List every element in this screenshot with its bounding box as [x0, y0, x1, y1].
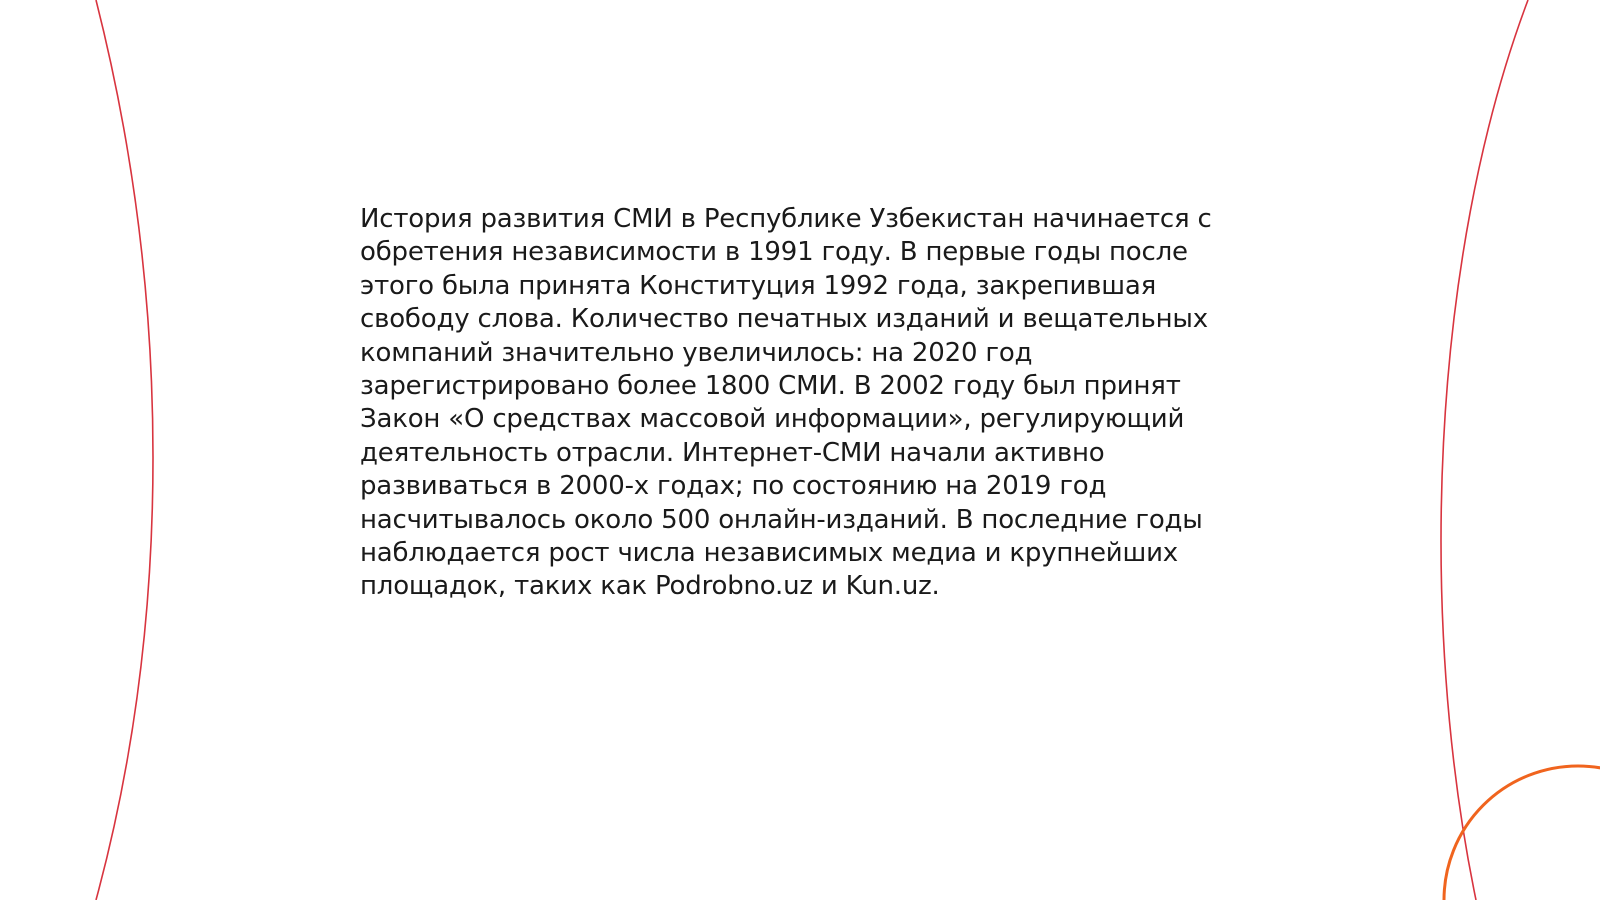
paragraph-line: деятельность отрасли. Интернет-СМИ начали активно [360, 437, 1105, 468]
paragraph-line: насчитывалось около 500 онлайн-изданий. В последние годы [360, 504, 1203, 535]
paragraph-line: развиваться в 2000-х годах; по состоянию на 2019 год [360, 471, 1107, 502]
paragraph-line: наблюдается рост числа независимых медиа и крупнейших [360, 538, 1178, 569]
left-arc-line [96, 0, 153, 900]
paragraph-line: компаний значительно увеличилось: на 2020 год [360, 337, 1033, 368]
body-paragraph [360, 203, 1240, 604]
paragraph-line: площадок, таких как Podrobno.uz и Kun.uz. [360, 571, 940, 602]
paragraph-line: Закон «О средствах массовой информации», регулирующий [360, 404, 1185, 435]
paragraph-line: свободу слова. Количество печатных изданий и вещательных [360, 304, 1208, 335]
paragraph-line: зарегистрировано более 1800 СМИ. В 2002 году был принят [360, 371, 1181, 402]
paragraph-line: История развития СМИ в Республике Узбекистан начинается с [360, 204, 1212, 234]
right-arc-line [1441, 0, 1528, 900]
paragraph-line: обретения независимости в 1991 году. В первые годы после [360, 237, 1188, 268]
paragraph-line: этого была принята Конституция 1992 года, закрепившая [360, 270, 1157, 301]
orange-circle-arc [1444, 766, 1600, 900]
